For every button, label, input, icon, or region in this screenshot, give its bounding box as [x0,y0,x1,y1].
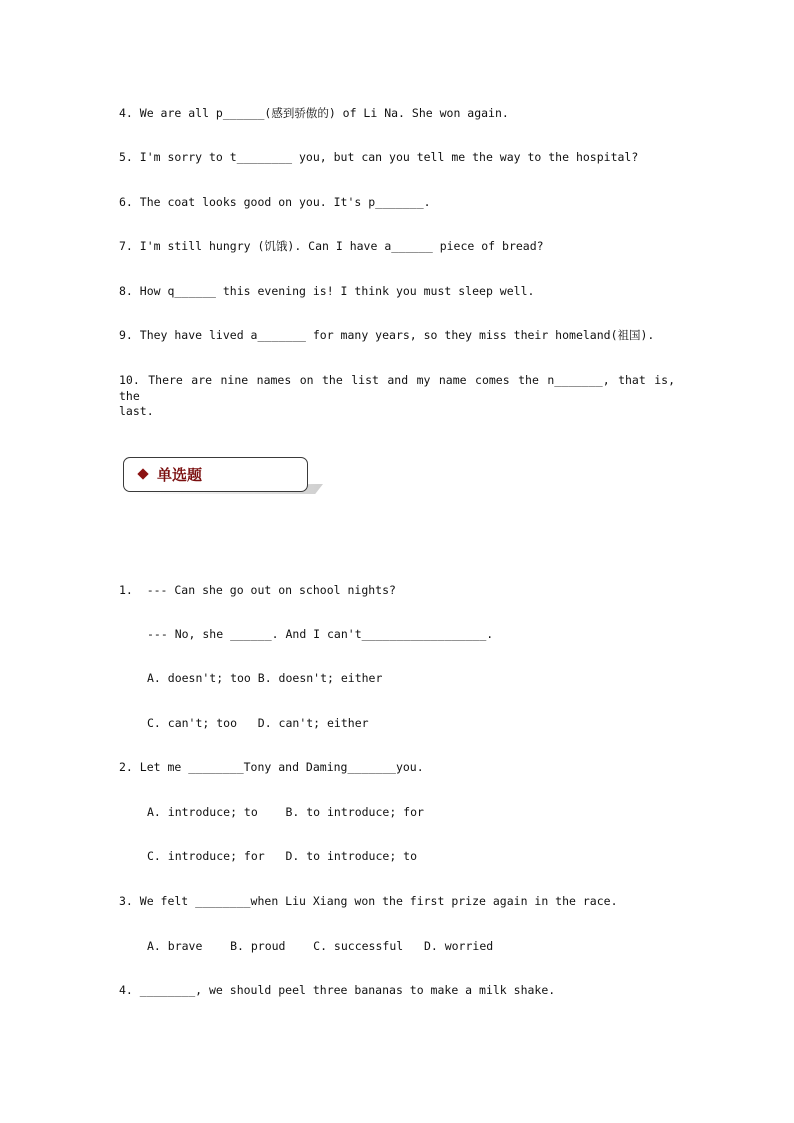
fill-blank-item-5: 5. I'm sorry to t________ you, but can you tell me the way to the hospital? [119,150,639,164]
mcq-question-1: 1. --- Can she go out on school nights? [119,583,396,597]
mcq-question-1-options-ab: A. doesn't; too B. doesn't; either [147,671,383,685]
mcq-question-2-options-ab: A. introduce; to B. to introduce; for [147,805,424,819]
mcq-question-1-options-cd: C. can't; too D. can't; either [147,716,369,730]
mcq-question-1-dialogue: --- No, she ______. And I can't__________________. [147,627,494,641]
fill-blank-item-6: 6. The coat looks good on you. It's p_______. [119,195,431,209]
fill-blank-item-4: 4. We are all p______(感到骄傲的) of Li Na. She won again. [119,106,509,120]
fill-blank-item-7: 7. I'm still hungry (饥饿). Can I have a______ piece of bread? [119,239,544,253]
mcq-question-2-options-cd: C. introduce; for D. to introduce; to [147,849,418,863]
section-title: 单选题 [157,466,203,484]
fill-blank-item-8: 8. How q______ this evening is! I think you must sleep well. [119,284,535,298]
section-header-tab [123,457,308,492]
fill-blank-item-10-continued: last. [119,404,154,418]
mcq-question-4: 4. ________, we should peel three bananas to make a milk shake. [119,983,556,997]
mcq-question-3-options: A. brave B. proud C. successful D. worried [147,939,494,953]
fill-blank-item-9: 9. They have lived a_______ for many years, so they miss their homeland(祖国). [119,328,655,342]
mcq-question-2: 2. Let me ________Tony and Daming_______you. [119,760,424,774]
fill-blank-item-10: 10. There are nine names on the list and my name comes the n_______, that is, the [119,373,675,403]
mcq-question-3: 3. We felt ________when Liu Xiang won the first prize again in the race. [119,894,618,908]
